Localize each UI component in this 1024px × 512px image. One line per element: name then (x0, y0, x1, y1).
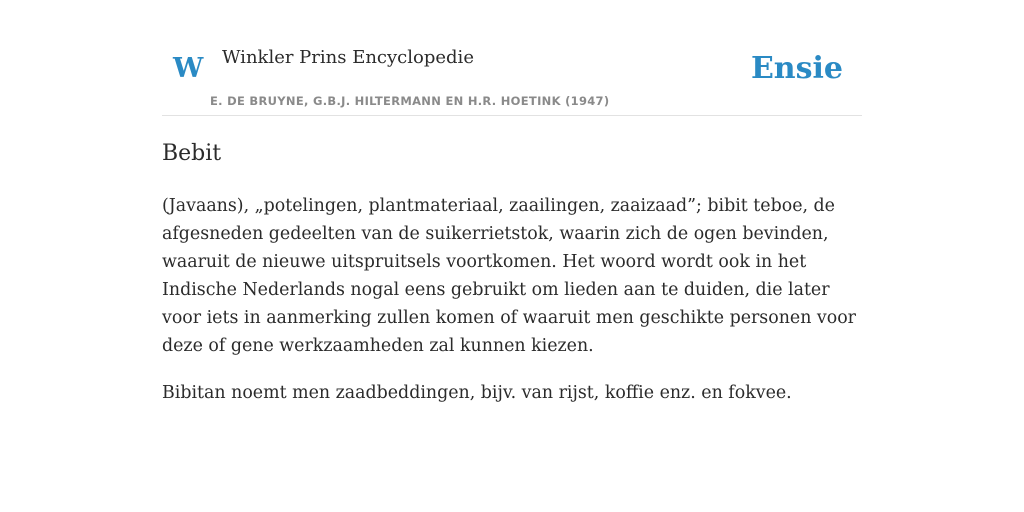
brand-logo[interactable]: Ensie (750, 51, 843, 86)
source-logo[interactable]: W (173, 53, 204, 84)
entry-paragraph: (Javaans), „potelingen, plantmateriaal, zaailingen, zaaizaad”; bibit teboe, de afgesneden gedeelten van de suikerrietstok, waarin zich de ogen bevinden, waaruit de nieuwe uitspruitsels voortkomen. Het woord wordt ook in het Indische Nederlands nogal eens gebruikt om lieden aan te duiden, die later voor iets in aanmerking zullen komen of waaruit men geschikte personen voor deze of gene werkzaamheden zal kunnen kiezen. (162, 196, 856, 356)
source-header (162, 0, 862, 116)
entry-body (162, 192, 862, 426)
content-container (162, 0, 862, 403)
entry-paragraph: Bibitan noemt men zaadbeddingen, bijv. van rijst, koffie enz. en fokvee. (162, 383, 792, 403)
source-title[interactable]: Winkler Prins Encyclopedie (222, 47, 474, 68)
source-authors: E. DE BRUYNE, G.B.J. HILTERMANN EN H.R. HOETINK (1947) (210, 94, 610, 108)
entry-title: Bebit (162, 141, 222, 166)
